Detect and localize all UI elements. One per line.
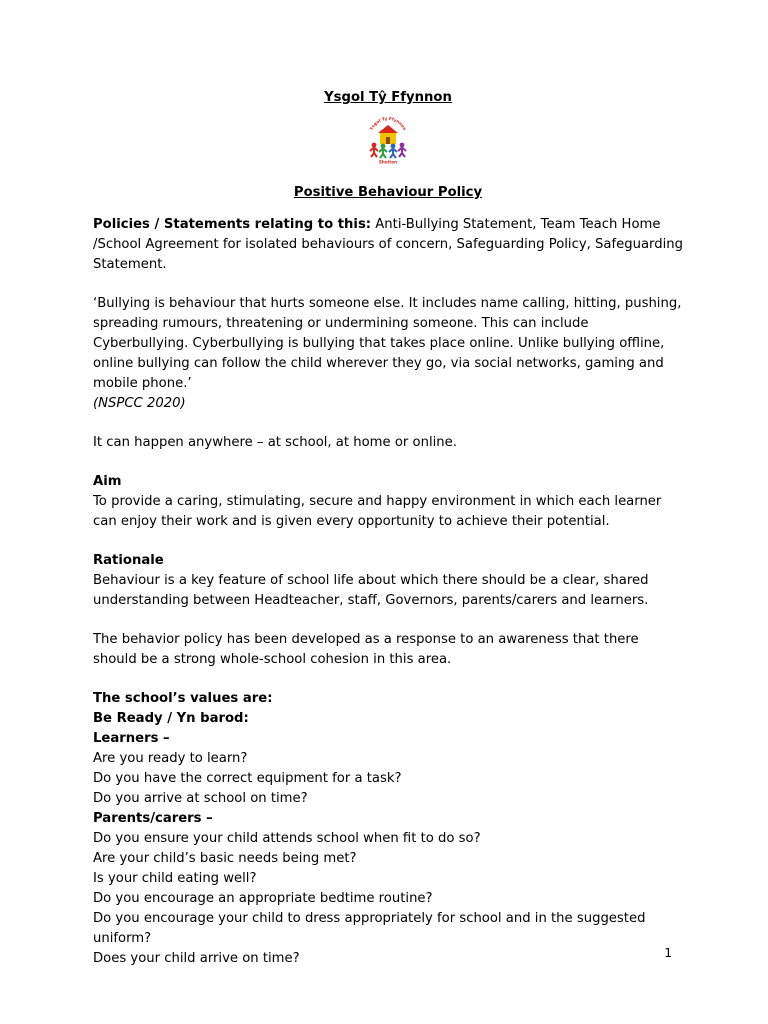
related-policies-text: Anti-Bullying Statement, Team Teach Home /School Agreement for isolated behaviours of concern, Safeguarding Policy, Safeguarding Statement. <box>93 217 683 272</box>
list-item: Are you ready to learn? <box>93 751 248 766</box>
list-item: Do you encourage your child to dress appropriately for school and in the suggested uniform? <box>93 911 646 946</box>
page-number: 1 <box>664 946 672 960</box>
logo-top-text: Ysgol Ty Ffynnon <box>368 115 408 132</box>
be-ready-heading: Be Ready / Yn barod: <box>93 711 249 726</box>
list-item: Do you ensure your child attends school when fit to do so? <box>93 831 481 846</box>
rationale-heading: Rationale <box>93 553 164 568</box>
policy-title: Positive Behaviour Policy <box>293 185 483 200</box>
logo-bottom-text: Shotton <box>379 159 397 165</box>
list-item: Is your child eating well? <box>93 871 257 886</box>
quote-source: (NSPCC 2020) <box>93 396 186 411</box>
document-body <box>93 88 683 969</box>
list-item: Do you encourage an appropriate bedtime routine? <box>93 891 433 906</box>
related-policies-label: Policies / Statements relating to this: <box>93 217 372 232</box>
list-item: Does your child arrive on time? <box>93 951 300 966</box>
list-item: Are your child’s basic needs being met? <box>93 851 357 866</box>
aim-heading: Aim <box>93 474 122 489</box>
list-item: Do you arrive at school on time? <box>93 791 308 806</box>
values-heading: The school’s values are: <box>93 691 273 706</box>
school-name: Ysgol Tŷ Ffynnon <box>324 90 452 105</box>
learners-heading: Learners – <box>93 731 170 746</box>
parents-heading: Parents/carers – <box>93 811 213 826</box>
anywhere-statement: It can happen anywhere – at school, at home or online. <box>93 435 457 450</box>
bullying-quote: ‘Bullying is behaviour that hurts someone else. It includes name calling, hitting, pushing, spreading rumours, threatening or undermining someone. This can include Cyberbullying. Cyberbullying is bullying that takes place online. Unlike bullying offline, online bullying can follow the child wherever they go, via social networks, gaming and mobile phone.’ <box>93 296 682 391</box>
related-policies-paragraph <box>93 215 683 275</box>
rationale-text: Behaviour is a key feature of school life about which there should be a clear, shared understanding between Headteacher, staff, Governors, parents/carers and learners. <box>93 573 649 608</box>
rationale-text-2: The behavior policy has been developed as a response to an awareness that there should be a strong whole-school cohesion in this area. <box>93 632 639 667</box>
school-logo <box>365 115 411 165</box>
list-item: Do you have the correct equipment for a task? <box>93 771 402 786</box>
aim-text: To provide a caring, stimulating, secure and happy environment in which each learner can enjoy their work and is given every opportunity to achieve their potential. <box>93 494 662 529</box>
